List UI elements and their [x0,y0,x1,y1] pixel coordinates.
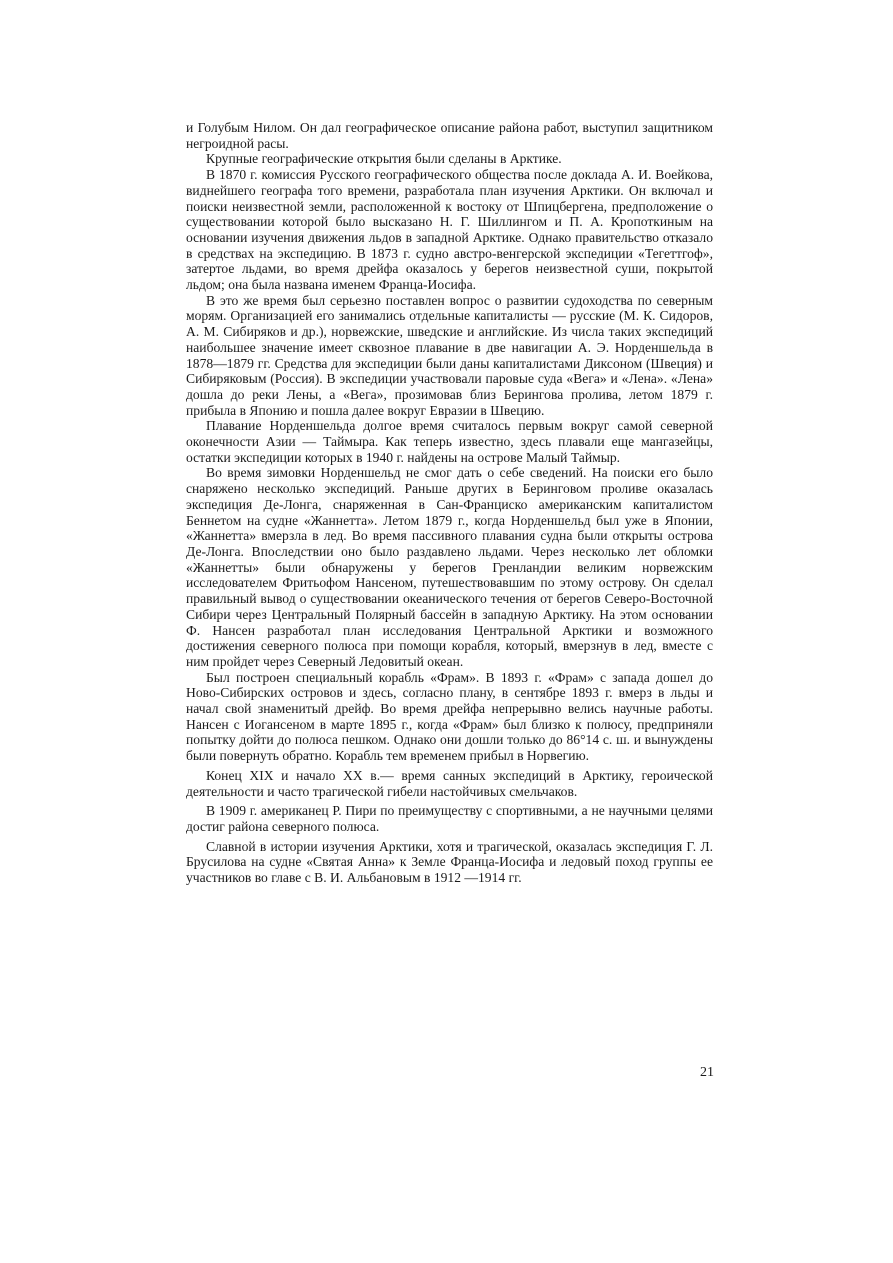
paragraph-franz-josef: В 1870 г. комиссия Русского географического общества после доклада А. И. Воейкова, виднейшего географа того времени, разработала план изучения Арктики. Он включал и поиски неизвестной земли, расположенной к востоку от Шпицбергена, предположение о существовании которой было высказано Н. Г. Шиллингом и П. А. Кропоткиным на основании изучения движения льдов в западной Арктике. Однако правительство отказало в средствах на экспедицию. В 1873 г. судно австро-венгерской экспедиции «Тегеттгоф», затертое льдами, во время дрейфа оказалось у берегов неизвестной суши, покрытой льдом; она была названа именем Франца-Иосифа. [186,167,713,293]
page-text [186,120,713,886]
paragraph-continuation: и Голубым Нилом. Он дал географическое описание района работ, выступил защитником негроидной расы. [186,120,713,151]
paragraph-nordenskiold: В это же время был серьезно поставлен вопрос о развитии судоходства по северным морям. Организацией его занимались отдельные капиталисты — русские (М. К. Сидоров, А. М. Сибиряков и др.), норвежские, шведские и английские. Из числа таких экспедиций наибольшее значение имеет сквозное плавание в две навигации А. Э. Норденшельда в 1878—1879 гг. Средства для экспедиции были даны капиталистами Диксоном (Швеция) и Сибиряковым (Россия). В экспедиции участвовали паровые суда «Вега» и «Лена». «Лена» дошла до реки Лены, а «Вега», прозимовав близ Берингова пролива, летом 1879 г. прибыла в Японию и пошла далее вокруг Евразии в Швецию. [186,292,713,418]
paragraph-brusilov: Славной в истории изучения Арктики, хотя и трагической, оказалась экспедиция Г. Л. Брусилова на судне «Святая Анна» к Земле Франца-Иосифа и ледовый поход группы ее участников во главе с В. И. Альбановым в 1912 —1914 гг. [186,838,713,886]
paragraph-fram: Был построен специальный корабль «Фрам». В 1893 г. «Фрам» с запада дошел до Ново-Сибирских островов и здесь, согласно плану, в сентябре 1893 г. вмерз в льды и начал свой знаменитый дрейф. Во время дрейфа непрерывно велись научные работы. Нансен с Иогансеном в марте 1895 г., когда «Фрам» был близко к полюсу, предприняли попытку дойти до полюса пешком. Однако они дошли только до 86°14 с. ш. и вынуждены были повернуть обратно. Корабль тем временем прибыл в Норвегию. [186,669,713,764]
paragraph-arctic-intro: Крупные географические открытия были сделаны в Арктике. [206,151,562,167]
page-number: 21 [700,1065,714,1080]
paragraph-peary: В 1909 г. американец Р. Пири по преимуществу с спортивными, а не научными целями достиг района северного полюса. [186,803,713,834]
paragraph-taimyr: Плавание Норденшельда долгое время считалось первым вокруг самой северной оконечности Азии — Таймыра. Как теперь известно, здесь плавали еще мангазейцы, остатки экспедиции которых в 1940 г. найдены на острове Малый Таймыр. [186,418,713,465]
paragraph-sledge-expeditions: Конец XIX и начало XX в.— время санных экспедиций в Арктику, героической деятельности и часто трагической гибели настойчивых смельчаков. [186,767,713,799]
paragraph-jeannette: Во время зимовки Норденшельд не смог дать о себе сведений. На поиски его было снаряжено несколько экспедиций. Раньше других в Беринговом проливе оказалась экспедиция Де-Лонга, снаряженная в Сан-Франциско американским капиталистом Беннетом на судне «Жаннетта». Летом 1879 г., когда Норденшельд был уже в Японии, «Жаннетта» вмерзла в лед. Во время пассивного плавания судна были открыты острова Де-Лонга. Впоследствии оно было раздавлено льдами. Через несколько лет обломки «Жаннетты» были обнаружены у берегов Гренландии великим норвежским исследователем Фритьофом Нансеном, путешествовавшим по этому острову. Он сделал правильный вывод о существовании океанического течения от берегов Северо-Восточной Сибири через Центральный Полярный бассейн в западную Арктику. На этом основании Ф. Нансен разработал план исследования Центральной Арктики и возможного достижения северного полюса при помощи корабля, который, вмерзнув в лед, вместе с ним пройдет через Северный Ледовитый океан. [186,465,713,669]
